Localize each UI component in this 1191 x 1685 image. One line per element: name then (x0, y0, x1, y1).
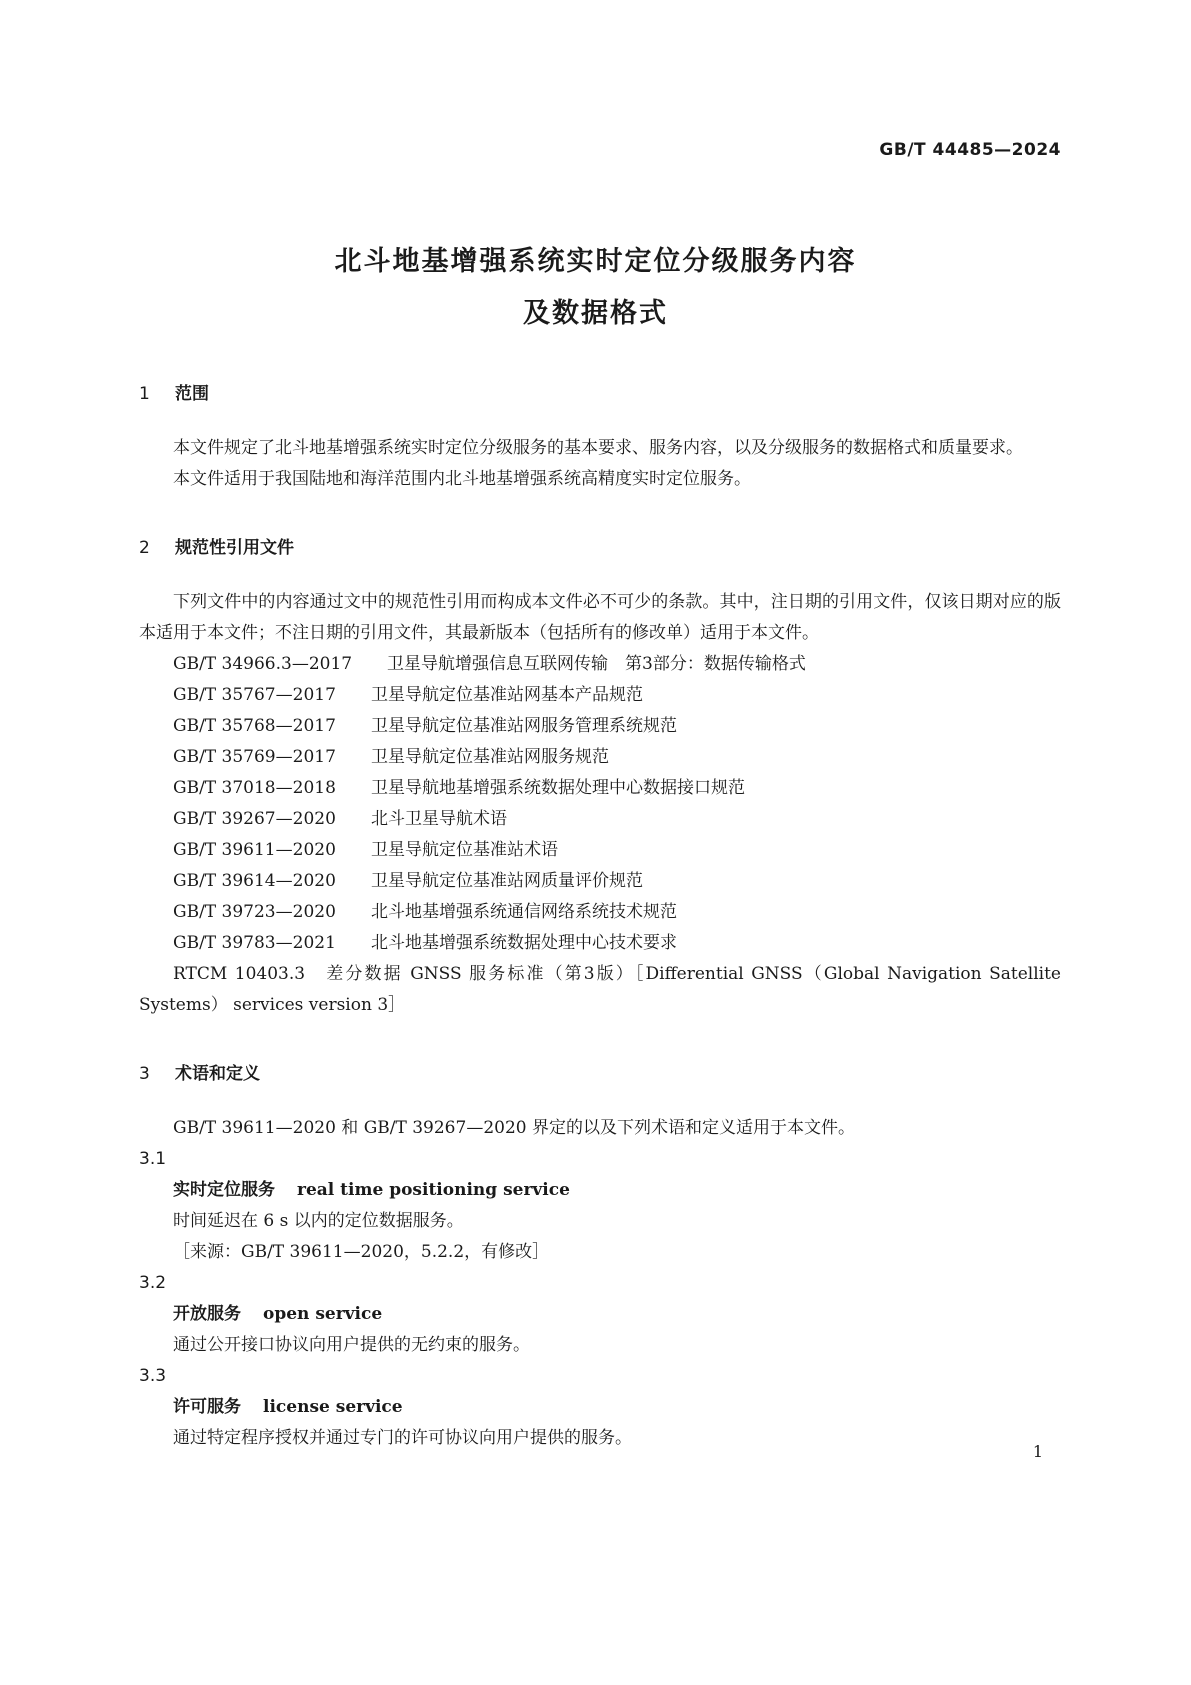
title-line-2: 及数据格式 (523, 298, 668, 329)
reference-item (139, 928, 1061, 959)
document-title (0, 236, 1191, 340)
reference-item (139, 649, 1061, 680)
term-number: 3.1 (139, 1149, 167, 1169)
reference-title: 卫星导航定位基准站网质量评价规范 (371, 871, 643, 891)
reference-title: 卫星导航定位基准站术语 (371, 840, 558, 860)
reference-code: GB/T 37018—2018 (173, 778, 336, 798)
reference-list (139, 649, 1061, 1021)
reference-title: 卫星导航增强信息互联网传输 第3部分：数据传输格式 (387, 654, 806, 674)
term-definition: 通过公开接口协议向用户提供的无约束的服务。 (173, 1335, 530, 1355)
reference-code: GB/T 35768—2017 (173, 716, 336, 736)
term-name-en: license service (263, 1397, 403, 1417)
section-number: 2 (139, 538, 150, 558)
section-number: 3 (139, 1064, 150, 1084)
reference-item-rtcm: RTCM 10403.3 差分数据 GNSS 服务标准（第3版）［Differential GNSS（Global Navigation Satellite Systems） services version 3］ (139, 964, 1061, 1015)
reference-item (139, 680, 1061, 711)
reference-item (139, 835, 1061, 866)
standard-code: GB/T 44485—2024 (879, 140, 1061, 160)
reference-code: GB/T 39614—2020 (173, 871, 336, 891)
term-heading (139, 1392, 1061, 1423)
term-source: ［来源：GB/T 39611—2020，5.2.2，有修改］ (173, 1242, 550, 1262)
term-number: 3.2 (139, 1273, 167, 1293)
section-title: 范围 (175, 384, 209, 404)
term-name-zh: 开放服务 (173, 1304, 241, 1324)
page-number: 1 (1032, 1442, 1043, 1461)
section-heading-terms (139, 1062, 1061, 1086)
reference-code: GB/T 39267—2020 (173, 809, 336, 829)
reference-item (139, 742, 1061, 773)
reference-item (139, 711, 1061, 742)
reference-title: 北斗卫星导航术语 (371, 809, 507, 829)
reference-code: GB/T 39783—2021 (173, 933, 336, 953)
term-definition: 通过特定程序授权并通过专门的许可协议向用户提供的服务。 (173, 1428, 632, 1448)
reference-item (139, 773, 1061, 804)
reference-title: 卫星导航定位基准站网服务规范 (371, 747, 609, 767)
term-heading (139, 1175, 1061, 1206)
term-name-en: open service (263, 1304, 383, 1324)
section-number: 1 (139, 384, 150, 404)
reference-title: 卫星导航定位基准站网基本产品规范 (371, 685, 643, 705)
normative-refs-intro: 下列文件中的内容通过文中的规范性引用而构成本文件必不可少的条款。其中，注日期的引用文件，仅该日期对应的版本适用于本文件；不注日期的引用文件，其最新版本（包括所有的修改单）适用于本文件。 (139, 592, 1061, 643)
term-definition: 时间延迟在 6 s 以内的定位数据服务。 (173, 1211, 464, 1231)
reference-title: 卫星导航定位基准站网服务管理系统规范 (371, 716, 677, 736)
section-title: 规范性引用文件 (175, 538, 294, 558)
section-heading-normative-refs (139, 536, 1061, 560)
reference-code: GB/T 34966.3—2017 (173, 654, 353, 674)
terms-intro: GB/T 39611—2020 和 GB/T 39267—2020 界定的以及下列术语和定义适用于本文件。 (173, 1118, 855, 1138)
reference-code: GB/T 35767—2017 (173, 685, 336, 705)
reference-item (139, 804, 1061, 835)
section-heading-scope (139, 382, 1061, 406)
scope-paragraph-2: 本文件适用于我国陆地和海洋范围内北斗地基增强系统高精度实时定位服务。 (173, 469, 751, 489)
term-name-zh: 许可服务 (173, 1397, 241, 1417)
reference-title: 卫星导航地基增强系统数据处理中心数据接口规范 (371, 778, 745, 798)
reference-title: 北斗地基增强系统通信网络系统技术规范 (371, 902, 677, 922)
reference-code: GB/T 39611—2020 (173, 840, 336, 860)
term-name-en: real time positioning service (297, 1180, 570, 1200)
reference-item (139, 866, 1061, 897)
scope-paragraph-1: 本文件规定了北斗地基增强系统实时定位分级服务的基本要求、服务内容，以及分级服务的数据格式和质量要求。 (173, 438, 1023, 458)
document-body (139, 382, 1061, 1454)
reference-title: 北斗地基增强系统数据处理中心技术要求 (371, 933, 677, 953)
title-line-1: 北斗地基增强系统实时定位分级服务内容 (334, 246, 857, 277)
reference-code: GB/T 39723—2020 (173, 902, 336, 922)
term-heading (139, 1299, 1061, 1330)
reference-item (139, 897, 1061, 928)
reference-code: GB/T 35769—2017 (173, 747, 336, 767)
term-name-zh: 实时定位服务 (173, 1180, 275, 1200)
term-number: 3.3 (139, 1366, 167, 1386)
section-title: 术语和定义 (175, 1064, 260, 1084)
